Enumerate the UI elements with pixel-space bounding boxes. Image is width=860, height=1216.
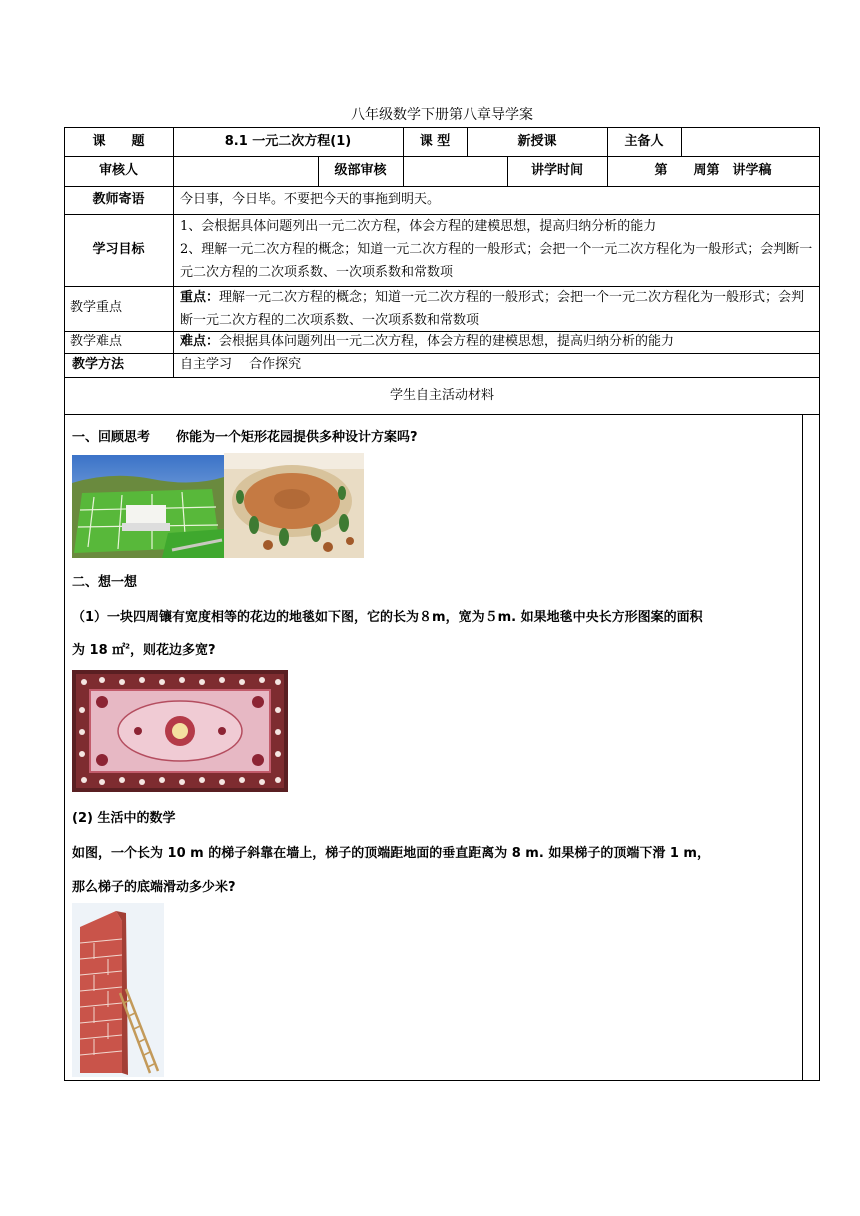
grade-review-label: 级部审核 bbox=[334, 163, 387, 178]
topic-value: 8.1 一元二次方程(1) bbox=[224, 134, 352, 149]
question-1-superscript: 2 bbox=[125, 642, 131, 651]
garden-image-1 bbox=[72, 455, 224, 558]
keypoint-body: 理解一元二次方程的概念；知道一元二次方程的一般形式；会把一个一元二次方程化为一般形式；会判断一元二次方程的二次项系数、一次项系数和常数项 bbox=[180, 290, 805, 328]
objectives-text bbox=[180, 215, 814, 284]
question-1-ask: ，则花边多宽? bbox=[130, 643, 216, 658]
objective-2: 2、理解一元二次方程的概念；知道一元二次方程的一般形式；会把一个一元二次方程化为一般形式；会判断一元二次方程的二次项系数、一次项系数和常数项 bbox=[180, 242, 813, 280]
question-2-line-2: 那么梯子的底端滑动多少米? bbox=[72, 880, 236, 895]
question-2-title: (2) 生活中的数学 bbox=[72, 811, 176, 826]
keypoint-label: 教学重点 bbox=[70, 300, 123, 315]
materials-title: 学生自主活动材料 bbox=[389, 388, 494, 403]
objectives-label: 学习目标 bbox=[92, 242, 145, 257]
carpet-image bbox=[72, 670, 288, 792]
preparer-label: 主备人 bbox=[624, 134, 664, 149]
teacher-message-label: 教师寄语 bbox=[92, 192, 145, 207]
topic-label: 课 题 bbox=[92, 134, 145, 149]
lecture-time-value: 第 周第 讲学稿 bbox=[654, 163, 772, 178]
objective-1: 1、会根据具体问题列出一元二次方程，体会方程的建模思想，提高归纳分析的能力 bbox=[180, 219, 657, 234]
ladder-wall-image bbox=[72, 903, 164, 1077]
teacher-message: 今日事，今日毕。不要把今天的事拖到明天。 bbox=[180, 192, 441, 207]
lesson-type-label: 课 型 bbox=[419, 134, 451, 149]
garden-image-2 bbox=[224, 453, 364, 558]
difficulty-text bbox=[180, 334, 674, 350]
method-label: 教学方法 bbox=[72, 357, 125, 372]
question-1-area: 为 18 ㎡ bbox=[72, 643, 126, 658]
keypoint-text bbox=[180, 286, 814, 332]
method-value: 自主学习 合作探究 bbox=[180, 357, 302, 372]
question-2-line-1: 如图，一个长为 10 m 的梯子斜靠在墙上，梯子的顶端距地面的垂直距离为 8 m. 如果梯子的顶端下滑 1 m， bbox=[72, 846, 710, 861]
lesson-type-value: 新授课 bbox=[517, 134, 557, 149]
keypoint-prefix: 重点： bbox=[180, 290, 220, 305]
reviewer-label: 审核人 bbox=[98, 163, 138, 178]
difficulty-prefix: 难点： bbox=[180, 334, 220, 349]
page-title: 八年级数学下册第八章导学案 bbox=[351, 107, 533, 123]
difficulty-label: 教学难点 bbox=[70, 334, 123, 349]
question-1-line-2 bbox=[72, 639, 216, 658]
section-2-heading: 二、想一想 bbox=[72, 575, 138, 590]
question-1-line-1: （1）一块四周镶有宽度相等的花边的地毯如下图，它的长为８m，宽为５m. 如果地毯中央长方形图案的面积 bbox=[72, 610, 703, 625]
section-1-heading: 一、回顾思考 你能为一个矩形花园提供多种设计方案吗? bbox=[72, 430, 418, 445]
lecture-time-label: 讲学时间 bbox=[530, 163, 583, 178]
difficulty-body: 会根据具体问题列出一元二次方程，体会方程的建模思想，提高归纳分析的能力 bbox=[219, 334, 675, 349]
